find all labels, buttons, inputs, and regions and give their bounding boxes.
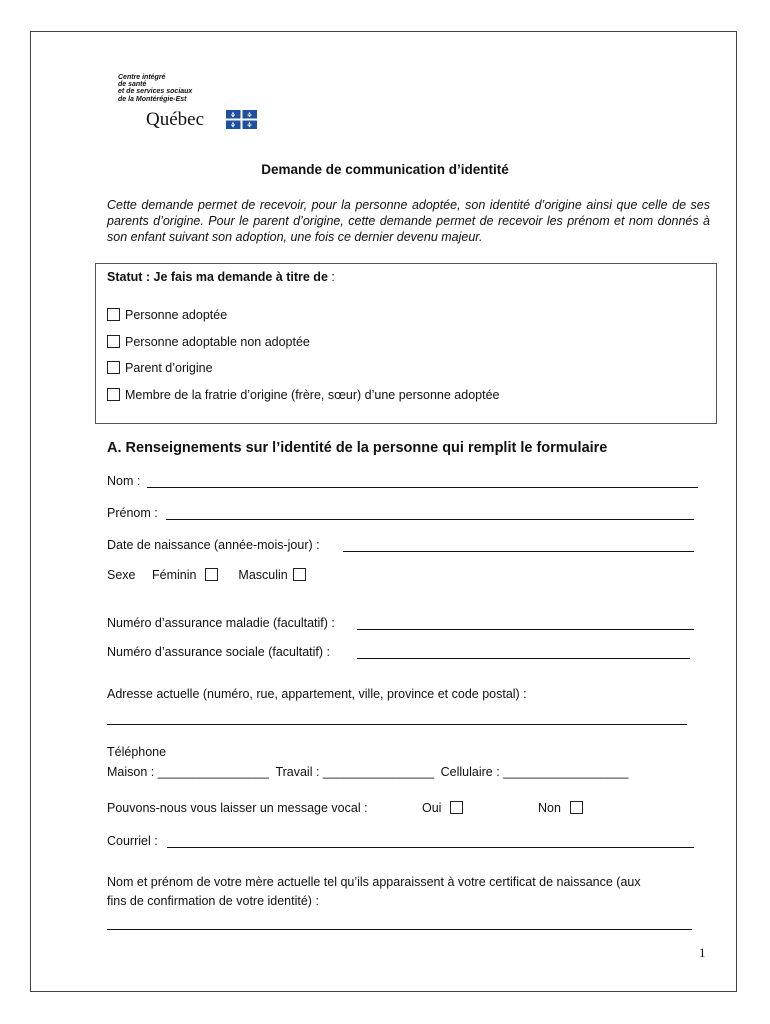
quebec-flag-icon xyxy=(226,110,257,129)
document-title: Demande de communication d’identité xyxy=(261,162,509,177)
statut-option[interactable] xyxy=(107,307,227,323)
adresse-label: Adresse actuelle (numéro, rue, appartement, ville, province et code postal) : xyxy=(107,687,527,701)
cellulaire-field[interactable]: Cellulaire : __________________ xyxy=(440,765,629,779)
non-option[interactable] xyxy=(538,800,588,816)
nom-input-line[interactable] xyxy=(147,487,698,488)
mere-label-line1: Nom et prénom de votre mère actuelle tel qu’ils apparaissent à votre certificat de naissance (aux xyxy=(107,875,641,889)
statut-label-bold: Statut : Je fais ma demande à titre de xyxy=(107,270,328,284)
nas-label: Numéro d’assurance sociale (facultatif) : xyxy=(107,645,331,659)
option-label: Membre de la fratrie d’origine (frère, sœur) d’une personne adoptée xyxy=(125,388,500,402)
mere-input-line[interactable] xyxy=(107,929,692,930)
org-line: de la Montérégie-Est xyxy=(118,95,187,103)
statut-option[interactable] xyxy=(107,360,213,376)
sexe-row xyxy=(107,567,311,583)
adresse-input-line[interactable] xyxy=(107,724,687,725)
phone-row xyxy=(107,764,628,780)
message-vocal-label: Pouvons-nous vous laisser un message vocal : xyxy=(107,801,368,815)
option-label: Personne adoptée xyxy=(125,308,228,322)
feminin-label: Féminin xyxy=(151,568,197,582)
oui-checkbox[interactable] xyxy=(450,801,463,814)
feminin-checkbox[interactable] xyxy=(205,568,218,581)
option-label: Personne adoptable non adoptée xyxy=(125,335,310,349)
date-naissance-label: Date de naissance (année-mois-jour) : xyxy=(107,538,320,552)
nam-input-line[interactable] xyxy=(357,629,694,630)
option-label: Parent d’origine xyxy=(125,361,213,375)
checkbox[interactable] xyxy=(107,388,120,401)
masculin-checkbox[interactable] xyxy=(293,568,306,581)
nom-label: Nom : xyxy=(107,474,141,488)
courriel-input-line[interactable] xyxy=(167,847,694,848)
non-label: Non xyxy=(538,801,561,815)
page-number: 1 xyxy=(699,945,706,960)
statut-option[interactable] xyxy=(107,387,500,403)
maison-field[interactable]: Maison : ________________ xyxy=(107,765,269,779)
checkbox[interactable] xyxy=(107,361,120,374)
prenom-input-line[interactable] xyxy=(166,519,694,520)
org-line: de santé xyxy=(118,81,147,89)
oui-option[interactable] xyxy=(422,800,468,816)
org-line: Centre intégré xyxy=(118,74,166,81)
courriel-label: Courriel : xyxy=(107,834,158,848)
telephone-label: Téléphone xyxy=(107,745,167,759)
date-naissance-input-line[interactable] xyxy=(343,551,694,552)
checkbox[interactable] xyxy=(107,335,120,348)
org-line: et de services sociaux xyxy=(118,88,193,96)
nas-input-line[interactable] xyxy=(357,658,690,659)
mere-label-line2: fins de confirmation de votre identité) : xyxy=(107,894,319,908)
nam-label: Numéro d’assurance maladie (facultatif) : xyxy=(107,616,335,630)
sexe-label: Sexe xyxy=(107,568,136,582)
prenom-label: Prénom : xyxy=(107,506,158,520)
oui-label: Oui xyxy=(422,801,442,815)
non-checkbox[interactable] xyxy=(570,801,583,814)
checkbox[interactable] xyxy=(107,308,120,321)
travail-field[interactable]: Travail : ________________ xyxy=(275,765,435,779)
masculin-label: Masculin xyxy=(238,568,288,582)
statut-label-colon: : xyxy=(327,270,335,284)
statut-option[interactable] xyxy=(107,334,310,350)
section-a-title: A. Renseignements sur l’identité de la personne qui remplit le formulaire xyxy=(107,440,608,456)
intro-paragraph: Cette demande permet de recevoir, pour la personne adoptée, son identité d’origine ainsi que celle de ses parents d’origine. Pour le parent d’origine, cette demande permet de recevoir les prénom et nom donnés à son enfant suivant son adoption, une fois ce dernier devenu majeur. xyxy=(107,198,710,244)
statut-label xyxy=(107,270,335,284)
org-name xyxy=(118,74,228,103)
quebec-wordmark: Québec xyxy=(146,109,205,130)
